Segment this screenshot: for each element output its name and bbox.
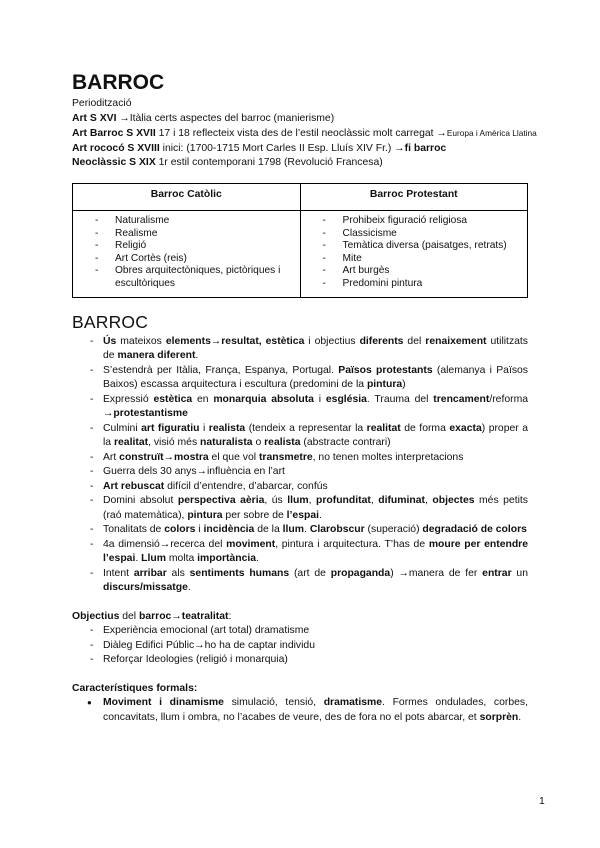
list-item: - Culmini art figuratiu i realista (tendeix a representar la realitat de forma exacta) proper a la realitat, visió més naturalista o realista (abstracte contrari) <box>72 422 528 451</box>
list-item: - Temàtica diversa (paisatges, retrats) <box>313 240 522 253</box>
list-item: - Art rebuscat difícil d’entendre, d’abarcar, confús <box>72 480 528 495</box>
page-number: 1 <box>539 796 545 807</box>
document-page <box>72 70 537 725</box>
list-item: - Art Cortès (reis) <box>85 253 294 266</box>
period-line: Art S XVI →Itàlia certs aspectes del barroc (manierisme) <box>72 112 335 124</box>
table-cell-protestant <box>300 210 528 297</box>
period-line: Art Barroc S XVII 17 i 18 reflecteix vista des de l’estil neoclàssic molt carregat →Europa i Amèrica Llatina <box>72 128 537 140</box>
list-item: - Ús mateixos elements→resultat, estètica i objectius diferents del renaixement utilitzats de manera diferent. <box>72 335 528 364</box>
list-item: - Prohibeix figuració religiosa <box>313 215 522 228</box>
table-header-catolic: Barroc Catòlic <box>73 183 301 210</box>
list-item: - Art construït→mostra el que vol transmetre, no tenen moltes interpretacions <box>72 451 528 466</box>
subtitle: Periodització <box>72 98 132 109</box>
caracteristiques-heading: Característiques formals: <box>72 682 198 694</box>
list-item: - Experiència emocional (art total) dramatisme <box>72 624 528 639</box>
list-item: - S’estendrà per Itàlia, França, Espanya, Portugal. Països protestants (alemanya i Països Baixos) escassa arquitectura i escultura (predomini de la pintura) <box>72 364 528 393</box>
list-item: - Naturalisme <box>85 215 294 228</box>
list-item: - Obres arquitectòniques, pictòriques i escultòriques <box>85 265 294 290</box>
section-title: BARROC <box>72 311 149 332</box>
list-item: - Intent arribar als sentiments humans (art de propaganda) →manera de fer entrar un discurs/missatge. <box>72 567 528 596</box>
list-item: - Classicisme <box>313 228 522 241</box>
list-item: - Realisme <box>85 228 294 241</box>
list-item: ● Moviment i dinamisme simulació, tensió, dramatisme. Formes ondulades, corbes, concavitats, llum i ombra, no l’acabes de veure, des de fora no el pots abarcar, et sorprèn. <box>72 696 528 725</box>
list-item: - Predomini pintura <box>313 278 522 291</box>
objectius-list <box>72 624 528 668</box>
caracteristiques-list <box>72 696 528 725</box>
list-item: - Expressió estètica en monarquia absoluta i església. Trauma del trencament/reforma →protestantisme <box>72 393 528 422</box>
list-item: - 4a dimensió→recerca del moviment, pintura i arquitectura. T’has de moure per entendre l’espai. Llum molta importància. <box>72 538 528 567</box>
list-item: - Art burgès <box>313 265 522 278</box>
list-item: - Diàleg Edifici Públic→ho ha de captar individu <box>72 639 528 654</box>
period-line: Art rococó S XVIII inici: (1700-1715 Mort Carles II Esp. Lluís XIV Fr.) →fi barroc <box>72 142 447 154</box>
period-line: Neoclàssic S XIX 1r estil contemporani 1798 (Revolució Francesa) <box>72 157 383 169</box>
list-item: - Religió <box>85 240 294 253</box>
list-item: - Guerra dels 30 anys→influència en l’art <box>72 465 528 480</box>
document-title: BARROC <box>72 71 165 94</box>
list-item: - Reforçar Ideologies (religió i monarquia) <box>72 653 528 668</box>
comparison-table <box>72 183 528 298</box>
list-item: - Tonalitats de colors i incidència de la llum. Clarobscur (superació) degradació de colors <box>72 523 528 538</box>
list-item: - Mite <box>313 253 522 266</box>
table-header-protestant: Barroc Protestant <box>300 183 528 210</box>
list-item: - Domini absolut perspectiva aèria, ús llum, profunditat, difuminat, objectes més petits (raó matemàtica), pintura per sobre de l’espai. <box>72 494 528 523</box>
table-cell-catolic <box>73 210 301 297</box>
barroc-list <box>72 335 528 596</box>
objectius-heading: Objectius del barroc→teatralitat: <box>72 610 232 622</box>
